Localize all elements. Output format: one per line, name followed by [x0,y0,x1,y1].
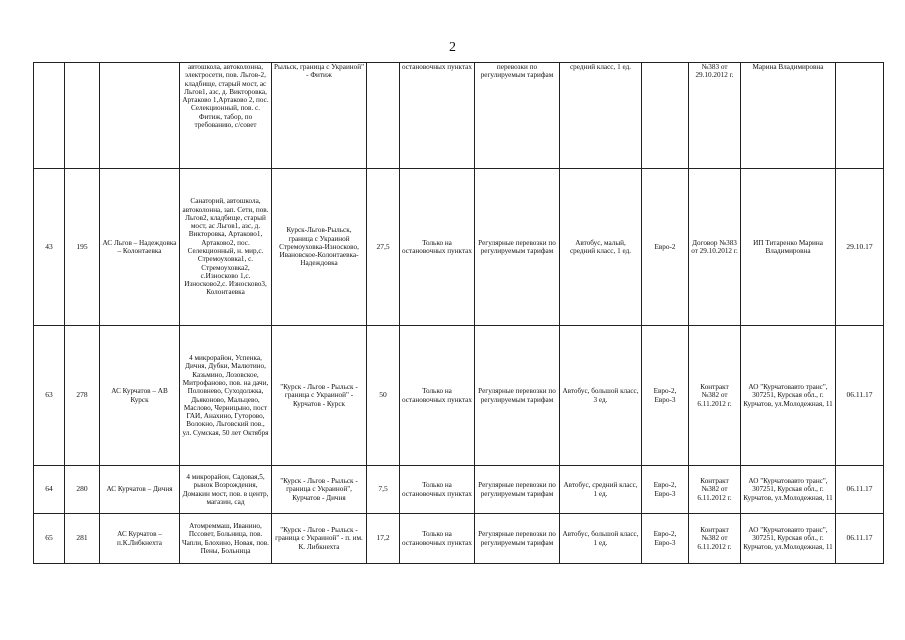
cell-route-name: АС Курчатов – Дичня [100,466,180,514]
cell-vehicles: Автобус, большой класс, 1 ед. [560,514,642,564]
cell-length: 50 [367,326,400,466]
cell-date: 06.11.17 [836,514,884,564]
cell-contract: Контракт №382 от 6.11.2012 г. [689,466,741,514]
cell-no [34,63,65,169]
cell-date: 06.11.17 [836,466,884,514]
cell-route-name: АС Льгов – Надеждовка – Колонтаевка [100,169,180,326]
cell-stops: Санаторий, автошкола, автоколонна, зап. Сети, пов. Льгов2, кладбище, старый мост, ас Льгов1, азс, д. Викторовка, Артаково1, Артаково2, пос. Селекционный, н. мир,с. Стремоуховка1, с. Стремоуховка2, с.Износково 1,с. Износково2,с. Износково3, Колонтаевка [180,169,272,326]
cell-route-name [100,63,180,169]
cell-eco-class: Евро-2, Евро-3 [642,514,689,564]
cell-vehicles: Автобус, большой класс, 3 ед. [560,326,642,466]
routes-table [33,62,884,564]
cell-stops: Атомреммаш, Иванино, Пссовет, Больница, пов. Чапли, Блохино, Новая, пов. Пены, Больница [180,514,272,564]
cell-stops: 4 микрорайон, Успенка, Дичня, Дубки, Малютино, Казьмино, Лозовское, Митрофаново, пов. на дачи, Половнево, Суходолжка, Дьяконово, Мальцево, Маслово, Черницыно, пост ГАИ, Анахино, Гуторово, Волокно, Льговский пов., ул. Сумская, 50 лет Октября [180,326,272,466]
cell-route-type: перевозки по регулируемым тарифам [475,63,560,169]
cell-no: 63 [34,326,65,466]
cell-date [836,63,884,169]
cell-route-name: АС Курчатов – АВ Курск [100,326,180,466]
cell-boarding: Только на остановочных пунктах [400,466,475,514]
cell-streets: Рыльск, граница с Украиной" - Фитиж [272,63,367,169]
cell-route-number [65,63,100,169]
cell-contract: Контракт №382 от 6.11.2012 г. [689,326,741,466]
cell-date: 06.11.17 [836,326,884,466]
table-row [34,326,884,466]
cell-carrier: Марина Владимировна [741,63,836,169]
cell-carrier: ИП Титаренко Марина Владимировна [741,169,836,326]
cell-eco-class: Евро-2, Евро-3 [642,466,689,514]
cell-eco-class: Евро-2 [642,169,689,326]
cell-route-number: 278 [65,326,100,466]
cell-contract: №383 от 29.10.2012 г. [689,63,741,169]
cell-length [367,63,400,169]
cell-carrier: АО "Курчатовавто транс", 307251, Курская обл., г. Курчатов, ул.Молодежная, 11 [741,326,836,466]
cell-streets: "Курск - Льгов - Рыльск - граница с Украиной" - Курчатов - Курск [272,326,367,466]
cell-stops: 4 микрорайон, Садовая,5, рынок Возрождения, Домакин мост, пов. в центр, магазин, сад [180,466,272,514]
cell-length: 7,5 [367,466,400,514]
cell-contract: Контракт №382 от 6.11.2012 г. [689,514,741,564]
cell-boarding: Только на остановочных пунктах [400,326,475,466]
cell-boarding: остановочных пунктах [400,63,475,169]
cell-stops: автошкола, автоколонна, электросети, пов. Льгов-2, кладбище, старый мост, ас Льгов1, азс, д. Викторовка, Артаково 1,Артаково 2, пос. Селекционный, пов. с. Фитиж, табор, по требованию, с/совет [180,63,272,169]
cell-route-type: Регулярные перевозки по регулируемым тарифам [475,466,560,514]
cell-eco-class: Евро-2, Евро-3 [642,326,689,466]
cell-carrier: АО "Курчатовавто транс", 307251, Курская обл., г. Курчатов, ул.Молодежная, 11 [741,466,836,514]
cell-date: 29.10.17 [836,169,884,326]
cell-carrier: АО "Курчатовавто транс", 307251, Курская обл., г. Курчатов, ул.Молодежная, 11 [741,514,836,564]
cell-route-number: 281 [65,514,100,564]
cell-route-type: Регулярные перевозки по регулируемым тарифам [475,169,560,326]
cell-no: 65 [34,514,65,564]
cell-length: 17,2 [367,514,400,564]
cell-streets: "Курск - Льгов - Рыльск - граница с Украиной" - п. им. К. Либкнехта [272,514,367,564]
cell-eco-class [642,63,689,169]
cell-contract: Договор №383 от 29.10.2012 г. [689,169,741,326]
cell-streets: "Курск - Льгов - Рыльск - граница с Украиной", Курчатов - Дичня [272,466,367,514]
page-number: 2 [449,40,456,55]
cell-vehicles: Автобус, малый, средний класс, 1 ед. [560,169,642,326]
table-row [34,514,884,564]
cell-route-name: АС Курчатов – п.К.Либкнехта [100,514,180,564]
cell-boarding: Только на остановочных пунктах [400,169,475,326]
cell-length: 27,5 [367,169,400,326]
cell-no: 64 [34,466,65,514]
cell-no: 43 [34,169,65,326]
cell-route-type: Регулярные перевозки по регулируемым тарифам [475,326,560,466]
table-row [34,63,884,169]
table-row [34,466,884,514]
cell-route-number: 195 [65,169,100,326]
cell-vehicles: Автобус, средний класс, 1 ед. [560,466,642,514]
table-row [34,169,884,326]
cell-streets: Курск-Льгов-Рыльск, граница с Украиной Стремоуховка-Износково, Ивановское-Колонтаевка-Надеждовка [272,169,367,326]
cell-route-number: 280 [65,466,100,514]
cell-route-type: Регулярные перевозки по регулируемым тарифам [475,514,560,564]
cell-vehicles: средний класс, 1 ед. [560,63,642,169]
cell-boarding: Только на остановочных пунктах [400,514,475,564]
